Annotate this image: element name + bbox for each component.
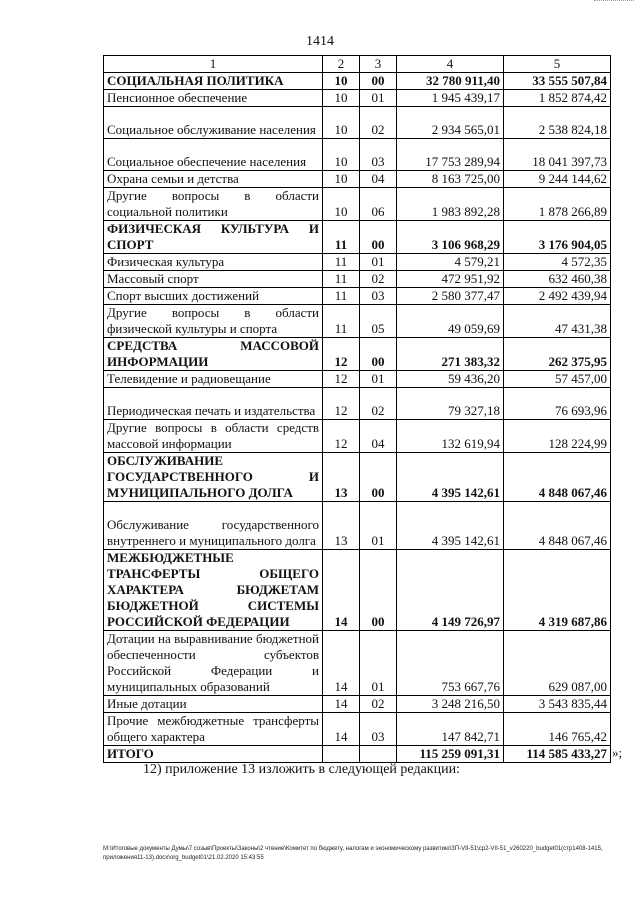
row-value-col5: 57 457,00 (504, 371, 611, 388)
row-tail-mark: »; (612, 745, 623, 760)
row-section-code: 11 (323, 254, 360, 271)
header-col-1: 1 (104, 56, 323, 73)
table-row (104, 73, 611, 90)
row-name: Массовый спорт (104, 271, 323, 288)
row-value-col5: 262 375,95 (504, 338, 611, 371)
row-value-col5: 4 572,35 (504, 254, 611, 271)
row-subsection-code: 00 (360, 73, 397, 90)
row-subsection-code: 01 (360, 90, 397, 107)
row-value-col5: 3 543 835,44 (504, 696, 611, 713)
row-value-col4: 49 059,69 (397, 305, 504, 338)
page-number: 1414 (306, 34, 334, 49)
row-section-code: 10 (323, 73, 360, 90)
row-name: Спорт высших достижений (104, 288, 323, 305)
row-subsection-code: 04 (360, 171, 397, 188)
row-subsection-code: 02 (360, 107, 397, 139)
row-value-col5: 4 848 067,46 (504, 502, 611, 550)
row-section-code: 10 (323, 188, 360, 221)
row-value-col4: 4 579,21 (397, 254, 504, 271)
table-row (104, 746, 611, 763)
table-row (104, 388, 611, 420)
row-value-col4: 4 395 142,61 (397, 502, 504, 550)
row-value-col4: 4 149 726,97 (397, 550, 504, 631)
row-value-col4: 115 259 091,31 (397, 746, 504, 763)
row-value-col5: 128 224,99 (504, 420, 611, 453)
table-row (104, 139, 611, 171)
row-value-col4: 32 780 911,40 (397, 73, 504, 90)
row-subsection-code: 03 (360, 713, 397, 746)
row-section-code: 14 (323, 696, 360, 713)
row-name: СОЦИАЛЬНАЯ ПОЛИТИКА (104, 73, 323, 90)
row-subsection-code: 06 (360, 188, 397, 221)
row-value-col5: 2 538 824,18 (504, 107, 611, 139)
row-value-col5: 2 492 439,94 (504, 288, 611, 305)
row-subsection-code: 02 (360, 696, 397, 713)
row-name: Охрана семьи и детства (104, 171, 323, 188)
row-subsection-code (360, 746, 397, 763)
table-row (104, 254, 611, 271)
corner-mark (594, 0, 634, 1)
row-value-col5: 629 087,00 (504, 631, 611, 696)
table-row (104, 338, 611, 371)
row-section-code: 14 (323, 713, 360, 746)
budget-table-container (103, 55, 610, 763)
row-name: ИТОГО (104, 746, 323, 763)
table-row (104, 188, 611, 221)
row-section-code: 10 (323, 90, 360, 107)
row-value-col4: 271 383,32 (397, 338, 504, 371)
row-section-code: 11 (323, 305, 360, 338)
row-name: СРЕДСТВА МАССОВОЙ ИНФОРМАЦИИ (104, 338, 323, 371)
header-col-4: 4 (397, 56, 504, 73)
row-value-col4: 59 436,20 (397, 371, 504, 388)
row-subsection-code: 00 (360, 338, 397, 371)
row-name: Другие вопросы в области средств массовой информации (104, 420, 323, 453)
row-subsection-code: 00 (360, 221, 397, 254)
row-subsection-code: 03 (360, 288, 397, 305)
row-name: Периодическая печать и издательства (104, 388, 323, 420)
table-row (104, 90, 611, 107)
row-value-col5: 33 555 507,84 (504, 73, 611, 90)
row-name: Социальное обеспечение населения (104, 139, 323, 171)
row-name: Физическая культура (104, 254, 323, 271)
table-row (104, 271, 611, 288)
row-section-code (323, 746, 360, 763)
row-value-col4: 8 163 725,00 (397, 171, 504, 188)
table-header-row (104, 56, 611, 73)
row-value-col4: 2 934 565,01 (397, 107, 504, 139)
row-subsection-code: 01 (360, 371, 397, 388)
row-name: Дотации на выравнивание бюджетной обеспеченности субъектов Российской Федерации и муниципальных образований (104, 631, 323, 696)
row-value-col4: 147 842,71 (397, 713, 504, 746)
row-name: ФИЗИЧЕСКАЯ КУЛЬТУРА И СПОРТ (104, 221, 323, 254)
row-section-code: 11 (323, 221, 360, 254)
header-col-2: 2 (323, 56, 360, 73)
header-col-3: 3 (360, 56, 397, 73)
table-row (104, 171, 611, 188)
row-value-col5: 3 176 904,05 (504, 221, 611, 254)
row-subsection-code: 01 (360, 502, 397, 550)
row-name: МЕЖБЮДЖЕТНЫЕ ТРАНСФЕРТЫ ОБЩЕГО ХАРАКТЕРА БЮДЖЕТАМ БЮДЖЕТНОЙ СИСТЕМЫ РОССИЙСКОЙ ФЕДЕРАЦИИ (104, 550, 323, 631)
row-value-col5: 632 460,38 (504, 271, 611, 288)
header-col-5: 5 (504, 56, 611, 73)
row-value-col5: 114 585 433,27 (504, 746, 611, 763)
row-value-col5: 1 878 266,89 (504, 188, 611, 221)
row-value-col4: 3 248 216,50 (397, 696, 504, 713)
row-value-col5: 47 431,38 (504, 305, 611, 338)
row-value-col4: 4 395 142,61 (397, 453, 504, 502)
row-value-col4: 79 327,18 (397, 388, 504, 420)
row-section-code: 12 (323, 420, 360, 453)
row-name: ОБСЛУЖИВАНИЕ ГОСУДАРСТВЕННОГО И МУНИЦИПАЛЬНОГО ДОЛГА (104, 453, 323, 502)
row-section-code: 10 (323, 171, 360, 188)
table-row (104, 371, 611, 388)
row-name: Пенсионное обеспечение (104, 90, 323, 107)
row-section-code: 14 (323, 631, 360, 696)
row-subsection-code: 05 (360, 305, 397, 338)
table-row (104, 221, 611, 254)
table-row (104, 631, 611, 696)
table-row (104, 550, 611, 631)
row-value-col4: 1 945 439,17 (397, 90, 504, 107)
row-value-col4: 3 106 968,29 (397, 221, 504, 254)
table-row (104, 696, 611, 713)
row-name: Другие вопросы в области физической культуры и спорта (104, 305, 323, 338)
row-value-col5: 76 693,96 (504, 388, 611, 420)
row-value-col5: 4 848 067,46 (504, 453, 611, 502)
row-name: Телевидение и радиовещание (104, 371, 323, 388)
row-section-code: 13 (323, 453, 360, 502)
note-text: 12) приложение 13 изложить в следующей редакции: (143, 762, 460, 777)
table-row (104, 420, 611, 453)
row-value-col4: 753 667,76 (397, 631, 504, 696)
row-name: Социальное обслуживание населения (104, 107, 323, 139)
table-row (104, 713, 611, 746)
row-subsection-code: 00 (360, 550, 397, 631)
row-subsection-code: 01 (360, 254, 397, 271)
row-value-col4: 472 951,92 (397, 271, 504, 288)
row-value-col4: 2 580 377,47 (397, 288, 504, 305)
row-value-col4: 1 983 892,28 (397, 188, 504, 221)
row-value-col5: 18 041 397,73 (504, 139, 611, 171)
row-section-code: 13 (323, 502, 360, 550)
row-section-code: 11 (323, 271, 360, 288)
row-name: Иные дотации (104, 696, 323, 713)
row-section-code: 12 (323, 388, 360, 420)
row-subsection-code: 01 (360, 631, 397, 696)
row-name: Прочие межбюджетные трансферты общего характера (104, 713, 323, 746)
row-section-code: 14 (323, 550, 360, 631)
row-subsection-code: 04 (360, 420, 397, 453)
row-name: Обслуживание государственного внутреннего и муниципального долга (104, 502, 323, 550)
row-section-code: 12 (323, 338, 360, 371)
row-value-col4: 17 753 289,94 (397, 139, 504, 171)
row-value-col5: 146 765,42 (504, 713, 611, 746)
row-section-code: 10 (323, 139, 360, 171)
row-subsection-code: 00 (360, 453, 397, 502)
table-row (104, 305, 611, 338)
row-subsection-code: 03 (360, 139, 397, 171)
row-value-col5: 4 319 687,86 (504, 550, 611, 631)
row-section-code: 10 (323, 107, 360, 139)
row-section-code: 11 (323, 288, 360, 305)
table-row (104, 107, 611, 139)
budget-table (103, 55, 611, 763)
row-value-col5: 1 852 874,42 (504, 90, 611, 107)
footer-file-path: M:\Итоговые документы Думы\7 созыв\Проекты\Законы\2 чтение\Комитет по бюджету, налогам и экономическому развитию\ЗП-VII-51\ср2-VII-51_v260220_budget01(стр1408-1415, приложения11-13).docx\org_budget01\21.02.2020 15:43:55 (103, 846, 603, 861)
row-value-col5: 9 244 144,62 (504, 171, 611, 188)
row-value-col4: 132 619,94 (397, 420, 504, 453)
row-section-code: 12 (323, 371, 360, 388)
row-name: Другие вопросы в области социальной политики (104, 188, 323, 221)
table-row (104, 502, 611, 550)
table-row (104, 288, 611, 305)
row-subsection-code: 02 (360, 271, 397, 288)
row-subsection-code: 02 (360, 388, 397, 420)
table-row (104, 453, 611, 502)
